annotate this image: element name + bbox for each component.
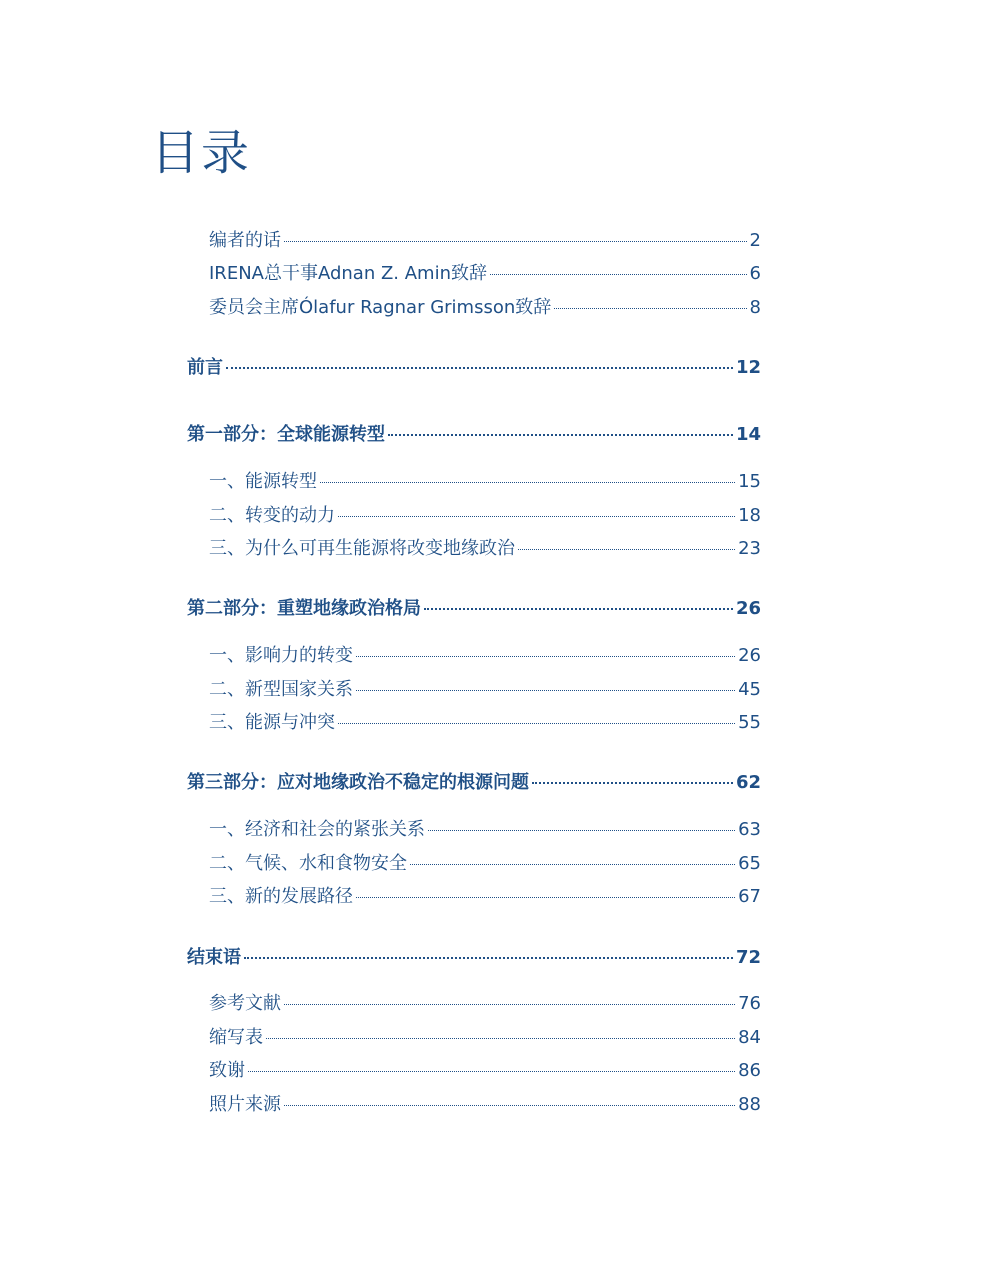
dot-leader xyxy=(518,530,735,554)
toc-entry-page: 45 xyxy=(738,679,761,700)
toc-entry-title: 前言 xyxy=(187,357,223,378)
toc-entry-part1-item[interactable] xyxy=(209,530,761,559)
dot-leader xyxy=(356,671,735,695)
dot-leader xyxy=(338,497,735,521)
toc-entry-part3-item[interactable] xyxy=(209,878,761,907)
toc-entry-page: 88 xyxy=(738,1094,761,1115)
dot-leader xyxy=(284,1086,735,1110)
toc-entry-references[interactable] xyxy=(209,985,761,1014)
toc-entry-title: 一、影响力的转变 xyxy=(209,645,353,666)
toc-entry-part2[interactable] xyxy=(187,590,761,619)
dot-leader xyxy=(320,463,735,487)
toc-entry-part1-item[interactable] xyxy=(209,463,761,492)
dot-leader xyxy=(424,590,733,614)
dot-leader xyxy=(248,1052,735,1076)
toc-entry-abbreviations[interactable] xyxy=(209,1019,761,1048)
toc-entry-title: 参考文献 xyxy=(209,993,281,1014)
toc-entry-page: 86 xyxy=(738,1060,761,1081)
toc-entry-page: 12 xyxy=(735,357,761,378)
toc-entry-page: 14 xyxy=(735,424,761,445)
toc-entry-page: 76 xyxy=(738,993,761,1014)
dot-leader xyxy=(244,939,733,963)
toc-entry-page: 63 xyxy=(738,819,761,840)
toc-entry-part3-item[interactable] xyxy=(209,811,761,840)
toc-entry-page: 67 xyxy=(738,886,761,907)
toc-entry-title: 一、经济和社会的紧张关系 xyxy=(209,819,425,840)
toc-entry-page: 26 xyxy=(735,598,761,619)
toc-entry-page: 18 xyxy=(738,505,761,526)
dot-leader xyxy=(284,222,747,246)
toc-entry-title: 结束语 xyxy=(187,947,241,968)
toc-entry-title: 二、气候、水和食物安全 xyxy=(209,853,407,874)
toc-entry-part2-item[interactable] xyxy=(209,671,761,700)
toc-entry-title: 委员会主席Ólafur Ragnar Grimsson致辞 xyxy=(209,297,552,318)
toc-entry-title: 缩写表 xyxy=(209,1027,263,1048)
toc-entry-part1-item[interactable] xyxy=(209,497,761,526)
toc-entry-title: 二、新型国家关系 xyxy=(209,679,353,700)
page-title: 目录 xyxy=(151,125,252,181)
dot-leader xyxy=(532,764,733,788)
toc-entry-page: 72 xyxy=(735,947,761,968)
toc-entry-title: 二、转变的动力 xyxy=(209,505,335,526)
dot-leader xyxy=(226,349,733,373)
toc-entry-part1[interactable] xyxy=(187,416,761,445)
dot-leader xyxy=(388,416,733,440)
toc-entry-title: 第一部分：全球能源转型 xyxy=(187,424,385,445)
dot-leader xyxy=(356,637,735,661)
toc-entry-editor-note[interactable] xyxy=(209,222,761,251)
toc-entry-chair-address[interactable] xyxy=(209,289,761,318)
dot-leader xyxy=(266,1019,735,1043)
toc-entry-part2-item[interactable] xyxy=(209,704,761,733)
toc-entry-irena-address[interactable] xyxy=(209,255,761,284)
dot-leader xyxy=(356,878,735,902)
toc-entry-page: 62 xyxy=(735,772,761,793)
dot-leader xyxy=(284,985,735,1009)
toc-entry-title: 照片来源 xyxy=(209,1094,281,1115)
dot-leader xyxy=(554,289,746,313)
toc-entry-photo-credits[interactable] xyxy=(209,1086,761,1115)
toc-entry-page: 2 xyxy=(749,230,761,251)
dot-leader xyxy=(428,811,735,835)
toc-entry-title: IRENA总干事Adnan Z. Amin致辞 xyxy=(209,263,487,284)
toc-entry-title: 三、为什么可再生能源将改变地缘政治 xyxy=(209,538,515,559)
toc-entry-preface[interactable] xyxy=(187,349,761,378)
dot-leader xyxy=(410,845,735,869)
toc-entry-page: 6 xyxy=(749,263,761,284)
toc-entry-title: 第三部分：应对地缘政治不稳定的根源问题 xyxy=(187,772,529,793)
toc-entry-page: 8 xyxy=(749,297,761,318)
toc-entry-title: 三、新的发展路径 xyxy=(209,886,353,907)
toc-entry-page: 65 xyxy=(738,853,761,874)
toc-entry-part2-item[interactable] xyxy=(209,637,761,666)
toc-entry-part3-item[interactable] xyxy=(209,845,761,874)
toc-entry-title: 编者的话 xyxy=(209,230,281,251)
toc-entry-acknowledgements[interactable] xyxy=(209,1052,761,1081)
toc-entry-page: 26 xyxy=(738,645,761,666)
toc-entry-title: 第二部分：重塑地缘政治格局 xyxy=(187,598,421,619)
toc-entry-page: 15 xyxy=(738,471,761,492)
toc-entry-conclusion[interactable] xyxy=(187,939,761,968)
toc-entry-title: 致谢 xyxy=(209,1060,245,1081)
dot-leader xyxy=(338,704,735,728)
dot-leader xyxy=(490,255,747,279)
toc-entry-page: 84 xyxy=(738,1027,761,1048)
toc-entry-title: 一、能源转型 xyxy=(209,471,317,492)
toc-entry-page: 55 xyxy=(738,712,761,733)
toc-entry-page: 23 xyxy=(738,538,761,559)
toc-entry-part3[interactable] xyxy=(187,764,761,793)
toc-entry-title: 三、能源与冲突 xyxy=(209,712,335,733)
